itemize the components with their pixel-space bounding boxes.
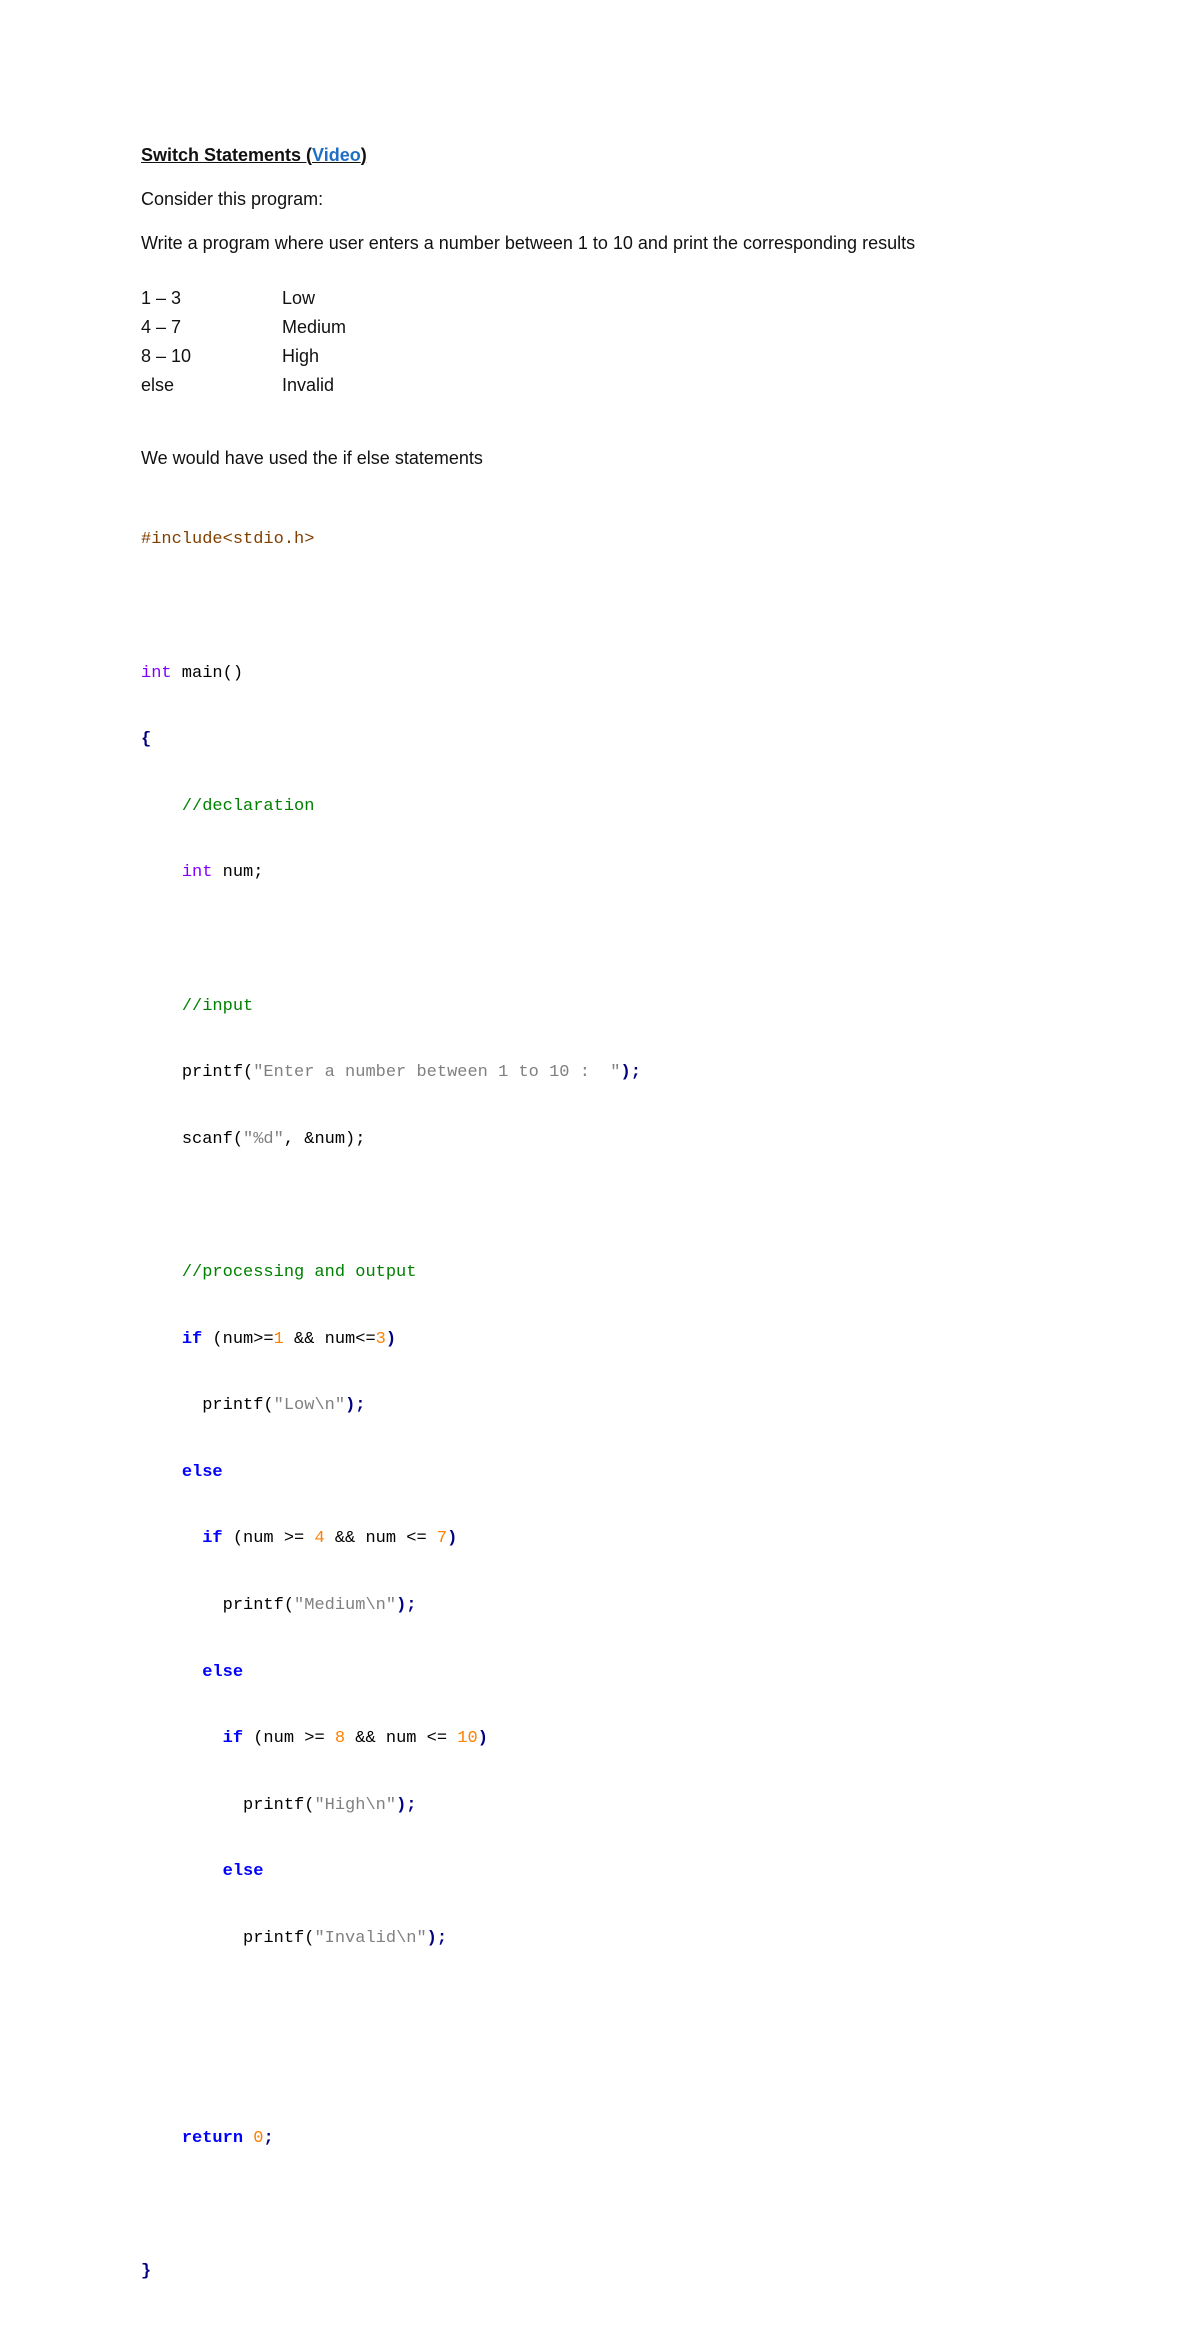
task-paragraph: Write a program where user enters a number between 1 to 10 and print the corresponding results (141, 233, 916, 253)
number-literal: 8 (334, 1729, 346, 1749)
printf-call: printf( (243, 1795, 315, 1815)
number-literal: 3 (375, 1329, 386, 1349)
code-line-print-low (141, 1395, 1101, 1417)
call-end: ); (426, 1928, 448, 1948)
if-keyword: if (202, 1529, 223, 1549)
scanf-call: scanf( (181, 1129, 244, 1149)
code-line-open-brace (141, 729, 1101, 751)
string-literal: "High\n" (314, 1795, 397, 1815)
number-literal: 4 (314, 1529, 325, 1549)
open-brace: { (141, 730, 152, 750)
call-end: ); (620, 1063, 641, 1083)
comment-declaration: //declaration (181, 796, 315, 816)
close-brace: } (141, 2261, 152, 2281)
string-literal: "%d" (243, 1129, 284, 1149)
heading-close-paren: ) (360, 145, 367, 165)
code-line-declaration (141, 862, 1101, 884)
printf-call: printf( (243, 1928, 315, 1948)
printf-call: printf( (202, 1396, 274, 1416)
range-row (141, 342, 1101, 371)
type-keyword: int (181, 863, 213, 883)
range-value: Medium (282, 317, 347, 337)
code-blank-line (141, 2194, 1101, 2216)
range-value: Low (282, 288, 316, 308)
if-keyword: if (222, 1729, 244, 1749)
statement-end: ; (263, 2128, 274, 2148)
number-literal: 1 (273, 1329, 284, 1349)
condition-part: (num>= (202, 1329, 274, 1349)
main-signature: main() (171, 663, 244, 683)
document-page (141, 140, 1101, 2327)
if-keyword: if (181, 1329, 203, 1349)
code-line-if-low (141, 1329, 1101, 1351)
consider-paragraph: Consider this program: (141, 189, 324, 209)
declaration-rest: num; (212, 863, 264, 883)
heading-text: Switch Statements ( (141, 145, 313, 165)
range-key: 1 – 3 (141, 288, 182, 308)
range-value: High (282, 346, 320, 366)
code-blank-line (141, 1994, 1101, 2016)
code-block (141, 485, 1101, 2327)
section-heading (141, 140, 1101, 170)
code-line-else (141, 1462, 1101, 1484)
code-line-if-high (141, 1728, 1101, 1750)
string-literal: "Medium\n" (294, 1595, 397, 1615)
else-keyword: else (222, 1862, 264, 1882)
condition-close: ) (385, 1329, 397, 1349)
type-keyword: int (141, 663, 172, 683)
printf-call: printf( (181, 1063, 254, 1083)
code-line-include (141, 529, 1101, 551)
code-line-print-medium (141, 1595, 1101, 1617)
string-literal: "Low\n" (273, 1396, 346, 1416)
call-end: ); (396, 1595, 417, 1615)
range-row (141, 371, 1101, 400)
code-line-if-medium (141, 1528, 1101, 1550)
code-blank-line (141, 596, 1101, 618)
code-line-else (141, 1861, 1101, 1883)
number-literal: 10 (457, 1729, 478, 1749)
code-line-comment (141, 996, 1101, 1018)
preprocessor-directive: #include<stdio.h> (141, 530, 315, 550)
call-end: ); (396, 1795, 417, 1815)
comment-input: //input (181, 996, 254, 1016)
string-literal: "Invalid\n" (314, 1928, 427, 1948)
range-key: else (141, 375, 175, 395)
range-key: 8 – 10 (141, 346, 192, 366)
code-line-printf-prompt (141, 1062, 1101, 1084)
range-value: Invalid (282, 375, 335, 395)
code-blank-line (141, 929, 1101, 951)
range-row (141, 284, 1101, 313)
condition-close: ) (477, 1729, 488, 1749)
else-keyword: else (202, 1662, 244, 1682)
number-literal: 7 (436, 1529, 448, 1549)
condition-part: (num >= (243, 1729, 335, 1749)
code-line-comment (141, 1262, 1101, 1284)
range-table (141, 284, 1101, 400)
condition-close: ) (447, 1529, 458, 1549)
if-else-paragraph: We would have used the if else statements (141, 448, 483, 468)
condition-part: && num <= (345, 1729, 458, 1749)
code-blank-line (141, 1195, 1101, 1217)
comment-processing: //processing and output (181, 1262, 417, 1282)
printf-call: printf( (222, 1595, 295, 1615)
call-end: ); (345, 1396, 366, 1416)
code-line-print-high (141, 1795, 1101, 1817)
number-literal: 0 (253, 2128, 264, 2148)
code-line-else (141, 1662, 1101, 1684)
range-row (141, 313, 1101, 342)
code-line-main (141, 663, 1101, 685)
code-blank-line (141, 2061, 1101, 2083)
call-end: , &num); (283, 1129, 366, 1149)
range-key: 4 – 7 (141, 317, 182, 337)
code-line-return (141, 2128, 1101, 2150)
condition-part: (num >= (222, 1529, 315, 1549)
code-line-close-brace (141, 2261, 1101, 2283)
code-line-comment (141, 796, 1101, 818)
else-keyword: else (181, 1462, 223, 1482)
return-keyword: return (181, 2128, 244, 2148)
code-line-scanf (141, 1129, 1101, 1151)
video-link[interactable]: Video (312, 145, 361, 165)
code-line-print-invalid (141, 1928, 1101, 1950)
condition-part: && num<= (283, 1329, 376, 1349)
condition-part: && num <= (324, 1529, 437, 1549)
string-literal: "Enter a number between 1 to 10 : " (253, 1063, 621, 1083)
